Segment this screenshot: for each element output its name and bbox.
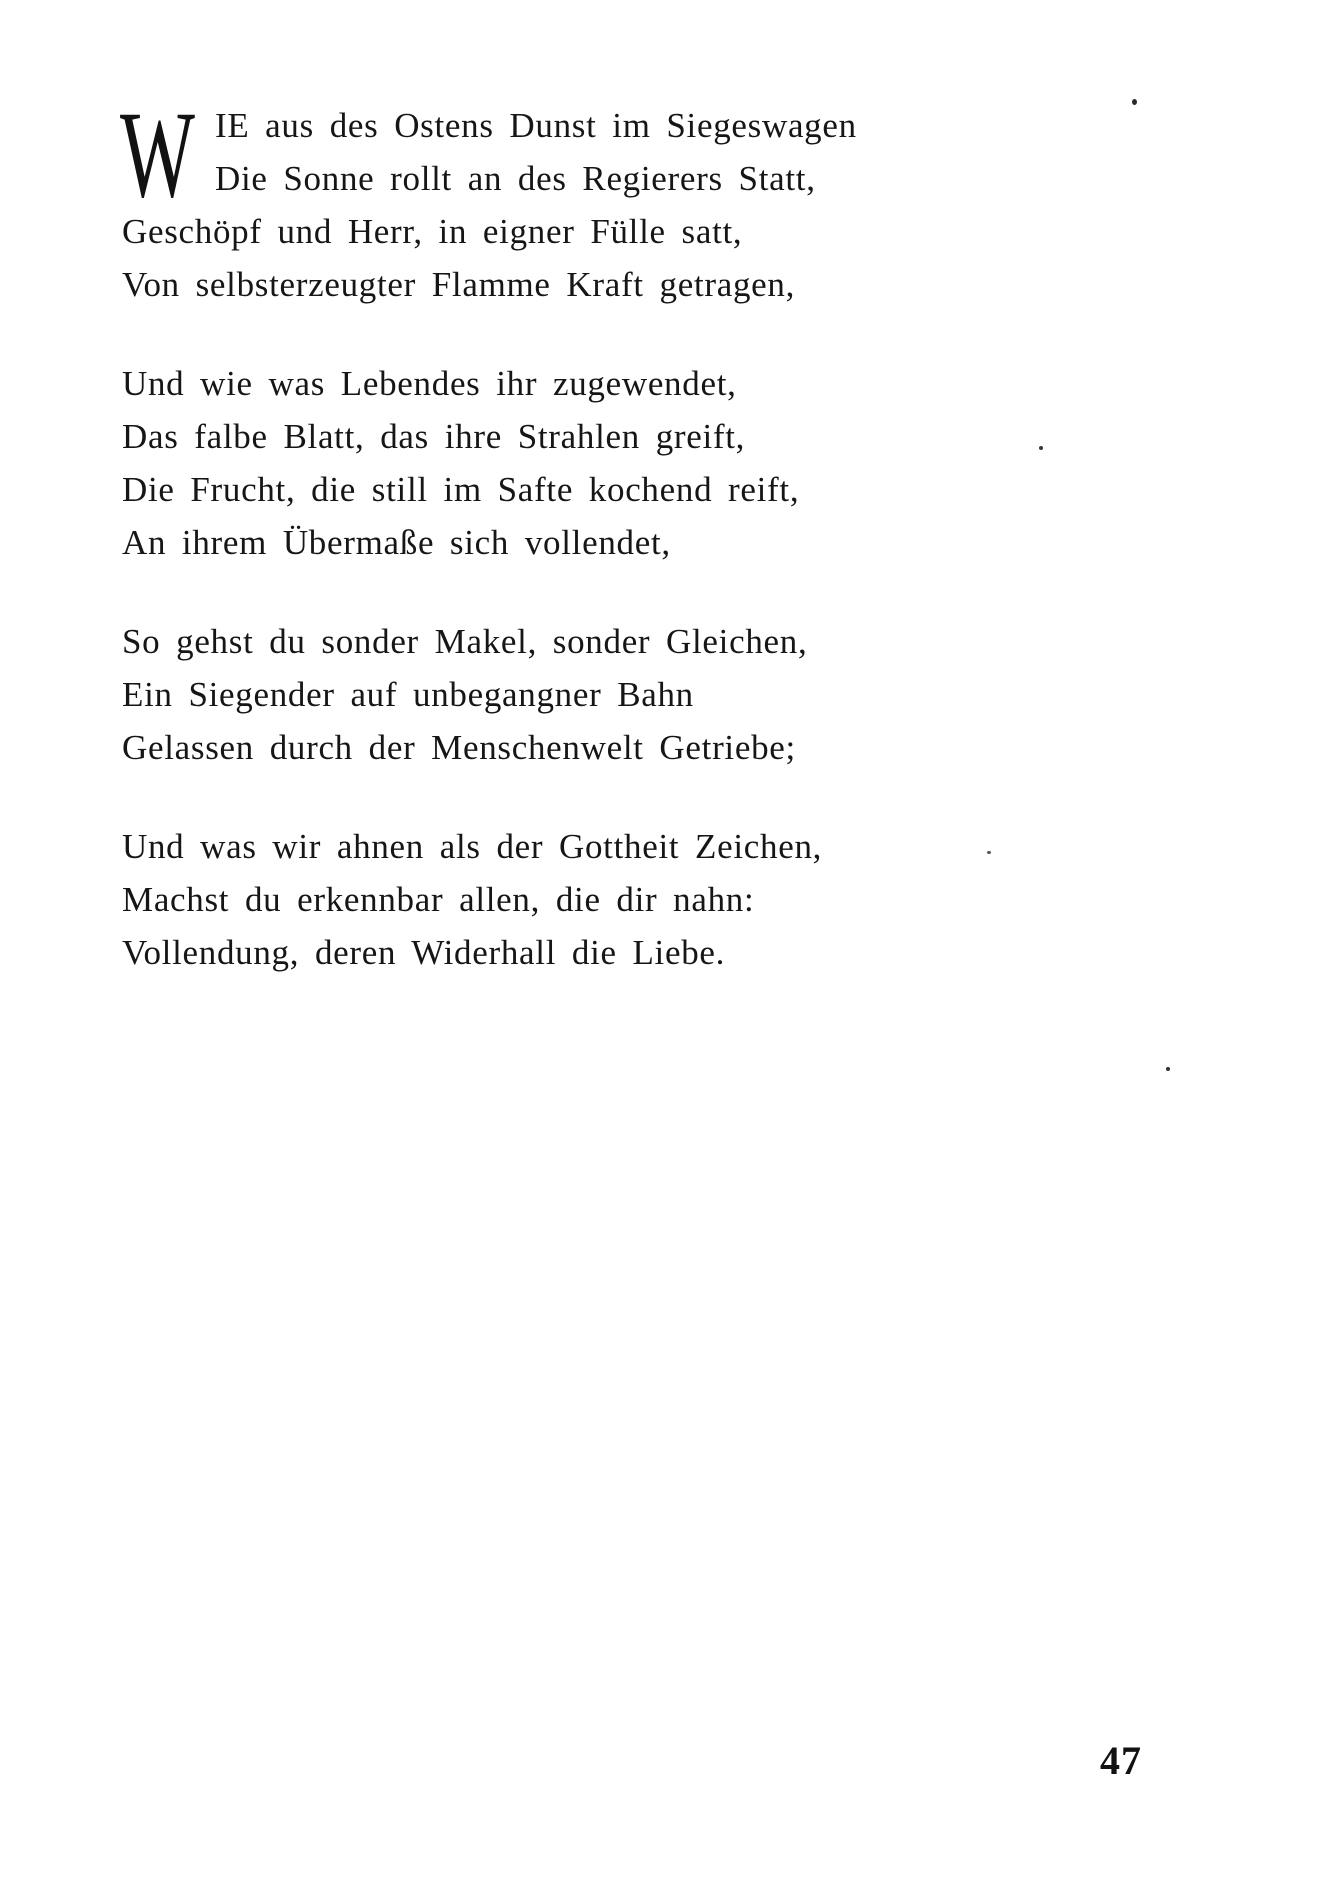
scan-speck xyxy=(1039,446,1043,450)
poem-line: IE aus des Ostens Dunst im Siegeswagen xyxy=(215,106,857,145)
scan-speck xyxy=(987,851,991,854)
stanza-4 xyxy=(122,820,1102,979)
poem-line: Die Frucht, die still im Safte kochend reift, xyxy=(122,470,800,509)
poem-line: Geschöpf und Herr, in eigner Fülle satt, xyxy=(122,212,743,251)
stanza-3 xyxy=(122,615,1102,774)
poem-line: So gehst du sonder Makel, sonder Gleichen, xyxy=(122,622,808,661)
stanza-1 xyxy=(120,86,1102,311)
poem-line: An ihrem Übermaße sich vollendet, xyxy=(122,523,671,562)
poem-line: Die Sonne rollt an des Regierers Statt, xyxy=(215,159,816,198)
stanza-2 xyxy=(122,357,1102,569)
poem xyxy=(120,86,1102,1025)
poem-line: Und was wir ahnen als der Gottheit Zeichen, xyxy=(122,827,823,866)
scan-speck xyxy=(1132,99,1137,105)
poem-line: Gelassen durch der Menschenwelt Getriebe; xyxy=(122,728,796,767)
scan-speck xyxy=(1166,1067,1170,1071)
poem-line: Ein Siegender auf unbegangner Bahn xyxy=(122,675,694,714)
poem-line: Das falbe Blatt, das ihre Strahlen greift, xyxy=(122,417,746,456)
poem-line: Vollendung, deren Widerhall die Liebe. xyxy=(122,933,726,972)
page-number: 47 xyxy=(1100,1738,1142,1783)
poem-line: Von selbsterzeugter Flamme Kraft getragen, xyxy=(122,265,796,304)
poem-line: Und wie was Lebendes ihr zugewendet, xyxy=(122,364,737,403)
drop-cap-letter: W xyxy=(120,86,195,223)
poem-line: Machst du erkennbar allen, die dir nahn: xyxy=(122,880,755,919)
drop-cap xyxy=(120,86,200,223)
